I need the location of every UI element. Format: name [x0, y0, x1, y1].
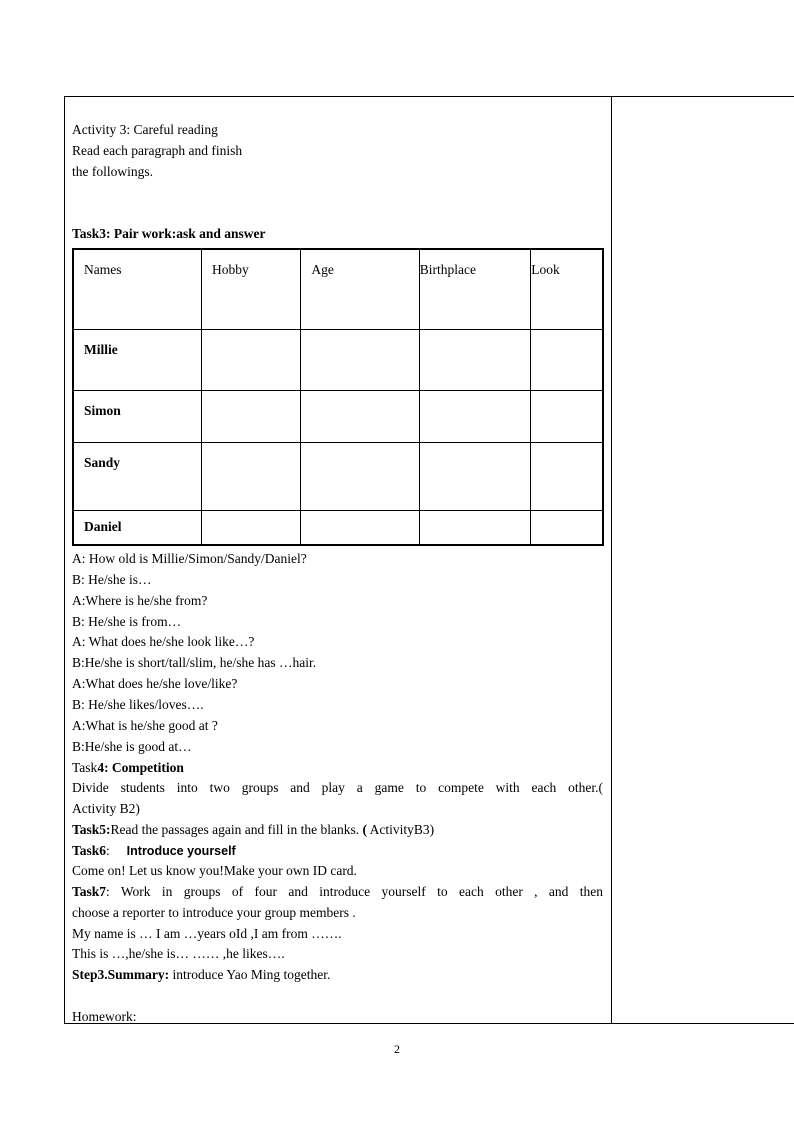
table-cell — [531, 390, 603, 442]
dialogue-line: B:He/she is short/tall/slim, he/she has …hair. — [72, 655, 317, 670]
task5-text: Read the passages again and fill in the blanks. — [110, 822, 363, 837]
table-cell — [419, 442, 530, 510]
dialogue-line: B:He/she is good at… — [72, 739, 192, 754]
column-header: Names — [73, 249, 201, 329]
dialogue-line: A:What does he/she love/like? — [72, 676, 238, 691]
row-name: Sandy — [73, 442, 201, 510]
task7-text: : Work in groups of four and introduce yourself to each other , and then — [106, 884, 603, 899]
table-row — [73, 329, 603, 390]
task7-bold: Task7 — [72, 884, 107, 899]
table-cell — [301, 510, 419, 545]
table-cell — [301, 442, 419, 510]
column-header: Age — [301, 249, 419, 329]
dialogue-line: B: He/she is from… — [72, 614, 182, 629]
task4-line-2: Activity B2) — [72, 801, 140, 816]
task6-title — [72, 843, 236, 859]
table-cell — [531, 329, 603, 390]
table-cell — [531, 510, 603, 545]
activity3-instruction-2: the followings. — [72, 164, 153, 179]
task6-bold: Task6 — [72, 843, 107, 858]
table-cell — [531, 442, 603, 510]
table-cell — [201, 390, 300, 442]
row-name: Daniel — [73, 510, 201, 545]
task4-prefix: Task — [72, 760, 98, 775]
homework-label: Homework: — [72, 1009, 137, 1024]
column-header: Birthplace — [419, 249, 530, 329]
activity3-title: Activity 3: Careful reading — [72, 122, 218, 137]
task5-paren: ( — [362, 822, 367, 837]
page-number: 2 — [394, 1042, 400, 1056]
column-header: Look — [531, 249, 603, 329]
table-header-row — [73, 249, 603, 329]
activity3-instruction-1: Read each paragraph and finish — [72, 143, 243, 158]
table-cell — [419, 510, 530, 545]
task4-line-1: Divide students into two groups and play a game to compete with each other.( — [72, 780, 603, 795]
table-row — [73, 390, 603, 442]
table-cell — [301, 329, 419, 390]
table-cell — [201, 329, 300, 390]
column-divider — [611, 96, 612, 1024]
table-cell — [201, 510, 300, 545]
step3-summary — [72, 967, 330, 983]
task4-bold: 4: Competition — [97, 760, 184, 775]
task6-line-2: Come on! Let us know you!Make your own ID card. — [72, 863, 357, 878]
task5-line — [72, 822, 434, 838]
task7-line-2: choose a reporter to introduce your group members . — [72, 905, 356, 920]
task4-title — [72, 760, 184, 776]
table-cell — [419, 390, 530, 442]
dialogue-line: A:Where is he/she from? — [72, 593, 208, 608]
task6-colon: : — [106, 843, 127, 858]
task3-table — [72, 248, 604, 546]
table-cell — [419, 329, 530, 390]
step3-bold: Step3.Summary: — [72, 967, 173, 982]
column-header: Hobby — [201, 249, 300, 329]
dialogue-line: A: What does he/she look like…? — [72, 634, 255, 649]
task6-subtitle: Introduce yourself — [126, 844, 236, 858]
row-name: Simon — [73, 390, 201, 442]
task5-bold: Task5: — [72, 822, 111, 837]
table-row — [73, 510, 603, 545]
step3-text: introduce Yao Ming together. — [172, 967, 331, 982]
task7-line-1 — [72, 884, 603, 900]
table-cell — [301, 390, 419, 442]
task7-line-3: My name is … I am …years oId ,I am from ……. — [72, 926, 342, 941]
task3-title: Task3: Pair work:ask and answer — [72, 226, 266, 241]
table-cell — [201, 442, 300, 510]
row-name: Millie — [73, 329, 201, 390]
dialogue-line: B: He/she likes/loves…. — [72, 697, 204, 712]
task5-tail: ActivityB3) — [366, 822, 435, 837]
table-row — [73, 442, 603, 510]
dialogue-line: A:What is he/she good at ? — [72, 718, 218, 733]
task7-line-4: This is …,he/she is… …… ,he likes…. — [72, 946, 285, 961]
dialogue-line: B: He/she is… — [72, 572, 152, 587]
dialogue-line: A: How old is Millie/Simon/Sandy/Daniel? — [72, 551, 307, 566]
